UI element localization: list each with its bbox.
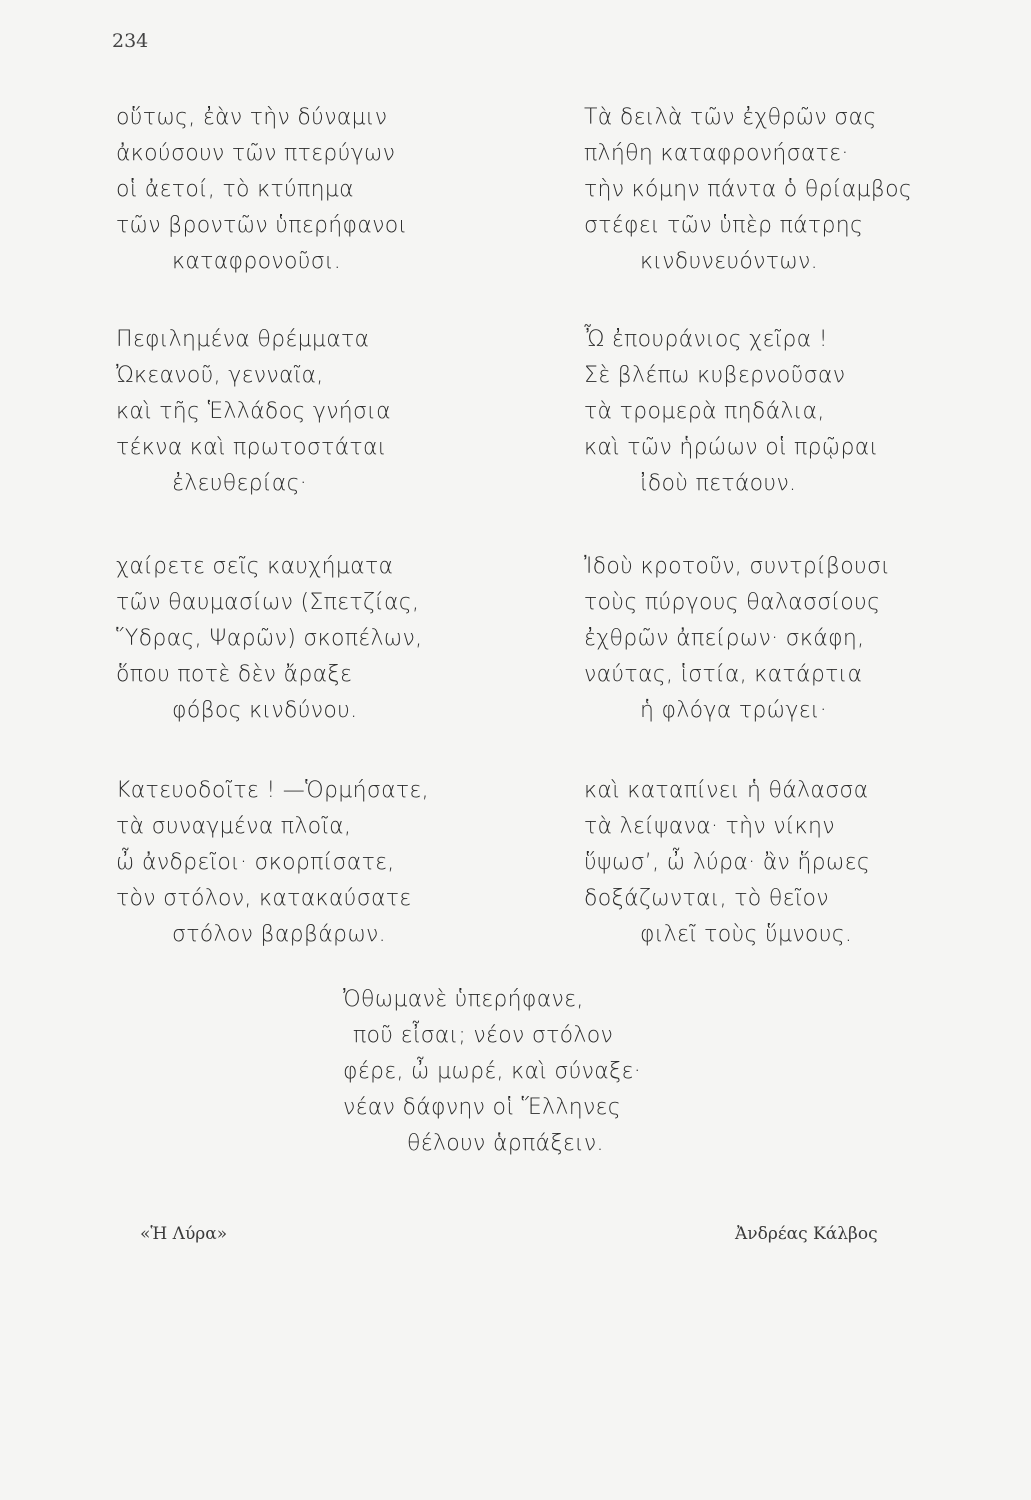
verse-line: ἐλευθερίας· (172, 471, 308, 496)
verse-line: ὅπου ποτὲ δὲν ἄραξε (116, 662, 353, 687)
verse-line: Τὰ δειλὰ τῶν ἐχθρῶν σας (584, 105, 877, 130)
verse-line: πλήθη καταφρονήσατε· (584, 141, 849, 166)
verse-line: τῶν θαυμασίων (Σπετζίας, (116, 590, 420, 615)
verse-line: οὕτως, ἐὰν τὴν δύναμιν (116, 105, 388, 130)
verse-line: καὶ τῆς Ἑλλάδος γνήσια (116, 399, 391, 424)
verse-line: τὰ συναγμένα πλοῖα, (116, 814, 352, 839)
verse-line: στέφει τῶν ὑπὲρ πάτρης (584, 213, 864, 238)
verse-line: καταφρονοῦσι. (172, 249, 342, 274)
verse-line: θέλουν ἁρπάξειν. (407, 1131, 604, 1156)
verse-line: τῶν βροντῶν ὑπερήφανοι (116, 213, 408, 238)
verse-line: ναύτας, ἱστία, κατάρτια (584, 662, 863, 687)
verse-line: τὴν κόμην πάντα ὁ θρίαμβος (584, 177, 913, 202)
verse-line: ὕψωσ’, ὦ λύρα· ἂν ἥρωες (584, 850, 871, 875)
verse-line: δοξάζωνται, τὸ θεῖον (584, 886, 829, 911)
verse-line: νέαν δάφνην οἱ Ἕλληνες (343, 1095, 621, 1120)
verse-line: ἐχθρῶν ἀπείρων· σκάφη, (584, 626, 865, 651)
verse-line: Ἰδοὺ κροτοῦν, συντρίβουσι (584, 554, 891, 579)
verse-line: Ὀθωμανὲ ὑπερήφανε, (343, 987, 584, 1012)
source-title: «Ἡ Λύρα» (140, 1224, 228, 1244)
verse-line: Πεφιλημένα θρέμματα (116, 327, 370, 352)
verse-line: τὸν στόλον, κατακαύσατε (116, 886, 412, 911)
verse-line: ὦ ἀνδρεῖοι· σκορπίσατε, (116, 850, 395, 875)
verse-line: Ὕδρας, Ψαρῶν) σκοπέλων, (116, 626, 423, 651)
verse-line: τὰ τρομερὰ πηδάλια, (584, 399, 825, 424)
verse-line: καὶ τῶν ἡρώων οἱ πρῷραι (584, 435, 879, 460)
verse-line: κινδυνευόντων. (640, 249, 818, 274)
verse-line: οἱ ἀετοί, τὸ κτύπημα (116, 177, 354, 202)
verse-line: Κατευοδοῖτε ! —Ὁρμήσατε, (116, 778, 429, 803)
verse-line: τοὺς πύργους θαλασσίους (584, 590, 881, 615)
verse-line: Ὠκεανοῦ, γενναῖα, (116, 363, 324, 388)
verse-line: τὰ λείψανα· τὴν νίκην (584, 814, 835, 839)
verse-line: ἡ φλόγα τρώγει· (640, 698, 827, 723)
page-number: 234 (112, 30, 149, 52)
verse-line: ποῦ εἶσαι; νέον στόλον (353, 1023, 614, 1048)
verse-line: φιλεῖ τοὺς ὕμνους. (640, 922, 853, 947)
author-name: Ἀνδρέας Κάλβος (735, 1224, 878, 1244)
verse-line: φόβος κινδύνου. (172, 698, 358, 723)
verse-line: ἀκούσουν τῶν πτερύγων (116, 141, 396, 166)
verse-line: χαίρετε σεῖς καυχήματα (116, 554, 394, 579)
verse-line: ἰδοὺ πετάουν. (640, 471, 797, 496)
verse-line: φέρε, ὦ μωρέ, καὶ σύναξε· (343, 1059, 642, 1084)
verse-line: Σὲ βλέπω κυβερνοῦσαν (584, 363, 846, 388)
verse-line: τέκνα καὶ πρωτοστάται (116, 435, 387, 460)
verse-line: στόλον βαρβάρων. (172, 922, 386, 947)
verse-line: Ὦ ἐπουράνιος χεῖρα ! (584, 327, 828, 352)
verse-line: καὶ καταπίνει ἡ θάλασσα (584, 778, 869, 803)
